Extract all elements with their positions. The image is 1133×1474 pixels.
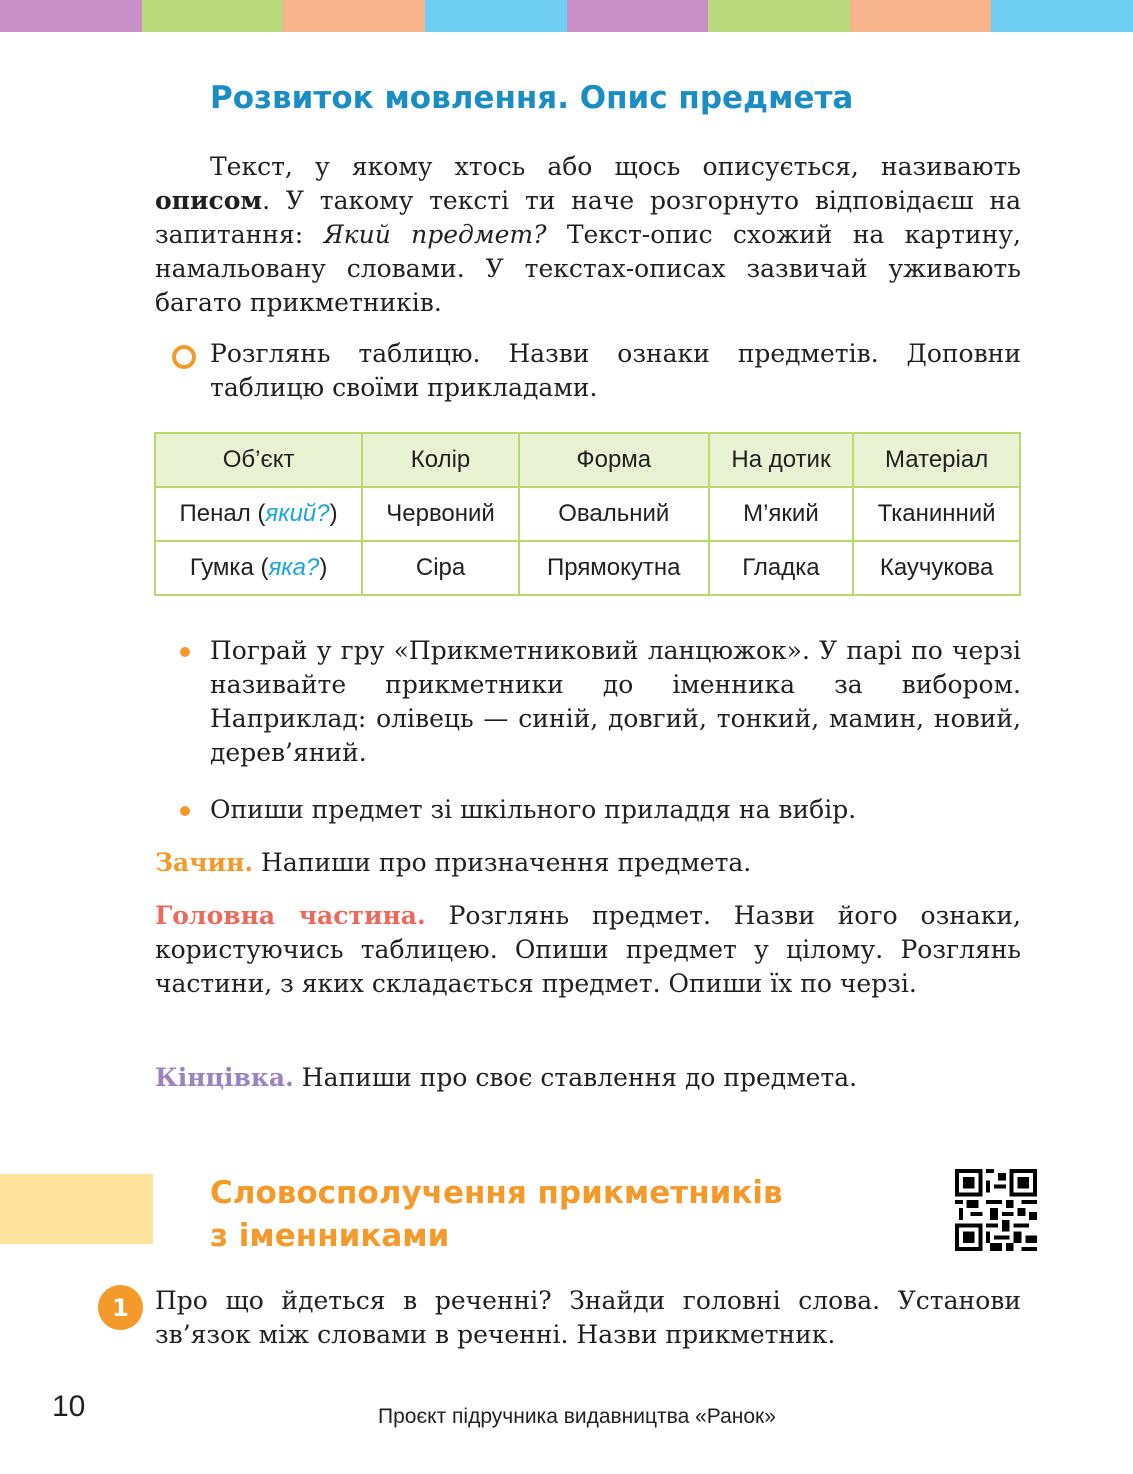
table-cell-object: Гумка (яка?) xyxy=(155,541,362,595)
table-header-cell: Форма xyxy=(519,433,709,487)
page-number: 10 xyxy=(52,1390,86,1423)
object-question: який? xyxy=(265,500,330,527)
bullet-item: Опиши предмет зі шкільного приладдя на вибір. xyxy=(210,795,857,824)
section2-title-line: Словосполучення прикметників xyxy=(210,1175,783,1211)
table-cell: М’який xyxy=(709,487,854,541)
structure-start xyxy=(155,846,1021,880)
start-text: Напиши про призначення предмета. xyxy=(253,848,752,877)
task-instruction: Розглянь таблицю. Назви ознаки предметів. Доповни таблицю своїми прикладами. xyxy=(210,339,1021,402)
end-text: Напиши про своє ставлення до предмета. xyxy=(293,1063,858,1092)
term-bold: описом xyxy=(155,186,263,215)
stripe xyxy=(850,0,992,32)
section2-title xyxy=(210,1172,910,1258)
table-header-cell: Колір xyxy=(362,433,519,487)
question-italic: Який предмет? xyxy=(323,220,547,249)
object-name: Пенал xyxy=(179,500,251,527)
exercise-text: Про що йдеться в реченні? Знайди головні слова. Установи зв’язок між словами в реченні. Назви прикметник. xyxy=(155,1286,1021,1349)
table-cell: Тканинний xyxy=(853,487,1020,541)
intro-paragraph xyxy=(155,150,1021,320)
intro-text: Текст, у якому хтось або щось описується, називають xyxy=(210,152,1021,181)
object-question: яка? xyxy=(268,554,320,581)
bullet-dot-icon xyxy=(180,647,190,657)
color-stripe-bar xyxy=(0,0,1133,32)
table-cell: Сіра xyxy=(362,541,519,595)
table-cell: Овальний xyxy=(519,487,709,541)
stripe xyxy=(991,0,1133,32)
bullet-dot-icon xyxy=(180,806,190,816)
stripe xyxy=(567,0,709,32)
start-label: Зачин. xyxy=(155,848,254,877)
end-label: Кінцівка. xyxy=(155,1063,294,1092)
stripe xyxy=(425,0,567,32)
table-row xyxy=(155,541,1020,595)
object-name: Гумка xyxy=(189,554,254,581)
stripe xyxy=(0,0,142,32)
section2-title-line: з іменниками xyxy=(210,1218,450,1254)
intro-text: Текст-опис схожий на картину, намальовану словами. У текстах-описах зазвичай уживають багато прикметників. xyxy=(155,220,1021,317)
table-cell: Каучукова xyxy=(853,541,1020,595)
section-marker-band xyxy=(0,1174,153,1244)
table-header-row xyxy=(155,433,1020,487)
task-circle-icon xyxy=(172,345,196,369)
table-cell: Червоний xyxy=(362,487,519,541)
section-title: Розвиток мовлення. Опис предмета xyxy=(210,80,854,116)
exercise-number-badge: 1 xyxy=(98,1285,143,1330)
stripe xyxy=(142,0,284,32)
table-header-cell: Об’єкт xyxy=(155,433,362,487)
table-header-cell: На дотик xyxy=(709,433,854,487)
table-cell: Гладка xyxy=(709,541,854,595)
intro-text: . У такому тексті ти наче розгорнуто відповідаєш на запитання: xyxy=(155,186,1021,249)
stripe xyxy=(283,0,425,32)
table-cell-object: Пенал (який?) xyxy=(155,487,362,541)
table-cell: Прямокутна xyxy=(519,541,709,595)
table-header-cell: Матеріал xyxy=(853,433,1020,487)
qr-code-icon[interactable] xyxy=(955,1169,1037,1251)
structure-end xyxy=(155,1061,1021,1095)
table-row xyxy=(155,487,1020,541)
main-text: Розглянь предмет. Назви його ознаки, користуючись таблицею. Опиши предмет у цілому. Розглянь частини, з яких складається предмет. Опиши їх по черзі. xyxy=(155,901,1022,998)
structure-main xyxy=(155,899,1021,1001)
features-table xyxy=(154,432,1021,596)
stripe xyxy=(708,0,850,32)
footer-publisher: Проєкт підручника видавництва «Ранок» xyxy=(378,1405,776,1428)
bullet-item: Пограй у гру «Прикметниковий ланцюжок». У парі по черзі називайте прикметники до іменника за вибором. Наприклад: олівець — синій, довгий, тонкий, мамин, новий, дерев’яний. xyxy=(210,636,1021,767)
main-label: Головна частина. xyxy=(155,901,426,930)
